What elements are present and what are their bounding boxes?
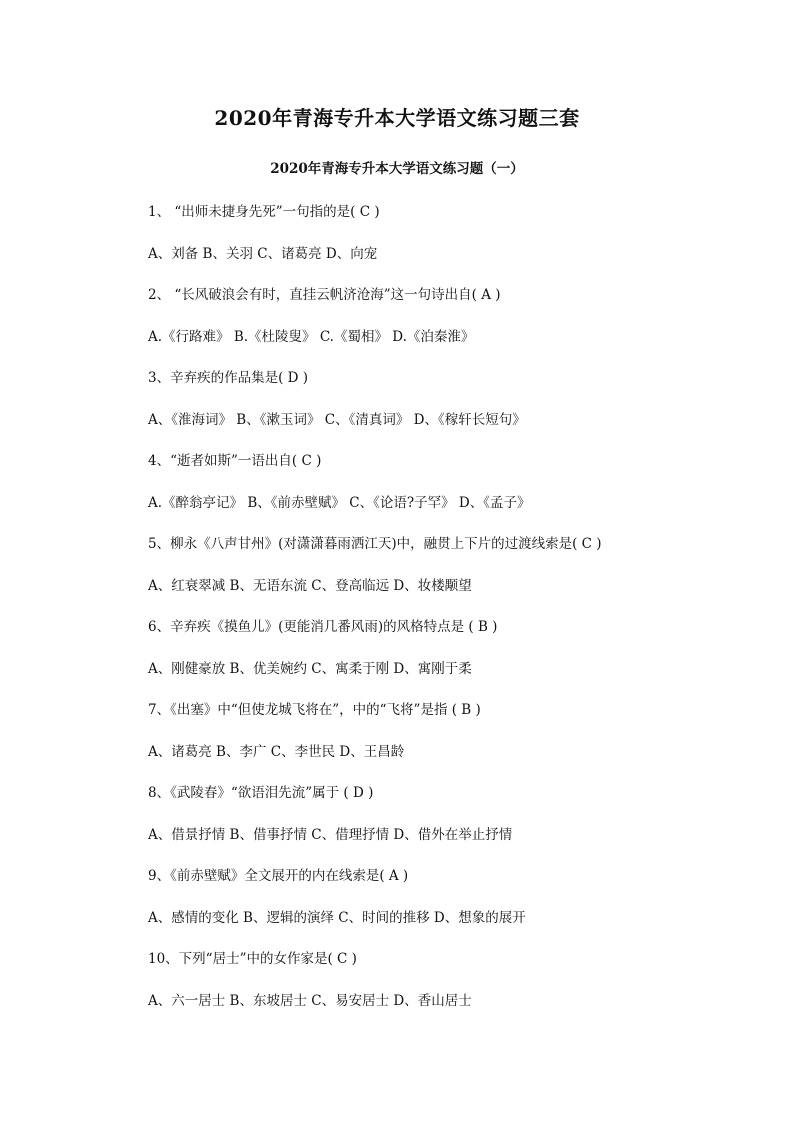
question-5-stem: 5、柳永《八声甘州》(对潇潇暮雨洒江天)中，融贯上下片的过渡线索是( C ) bbox=[148, 536, 602, 552]
document-title: 2020年青海专升本大学语文练习题三套 bbox=[214, 106, 580, 130]
section-title: 2020年青海专升本大学语文练习题（一） bbox=[270, 161, 524, 177]
question-2-stem: 2、 “长风破浪会有时，直挂云帆济沧海”这一句诗出自( A ) bbox=[148, 287, 501, 303]
question-5-options: A、红衰翠减 B、无语东流 C、登高临远 D、妆楼颙望 bbox=[148, 578, 472, 594]
question-10-stem: 10、下列“居士”中的女作家是( C ) bbox=[148, 951, 357, 967]
question-9-stem: 9、《前赤壁赋》全文展开的内在线索是( A ) bbox=[148, 868, 409, 884]
question-7-options: A、诸葛亮 B、李广 C、李世民 D、王昌龄 bbox=[148, 744, 405, 760]
question-8-options: A、借景抒情 B、借事抒情 C、借理抒情 D、借外在举止抒情 bbox=[148, 827, 513, 843]
question-8-stem: 8、《武陵春》“欲语泪先流”属于 ( D ) bbox=[148, 785, 374, 801]
question-10-options: A、六一居士 B、东坡居士 C、易安居士 D、香山居士 bbox=[148, 993, 472, 1009]
question-6-options: A、刚健豪放 B、优美婉约 C、寓柔于刚 D、寓刚于柔 bbox=[148, 661, 472, 677]
question-7-stem: 7、《出塞》中“但使龙城飞将在”，中的“飞将”是指 ( B ) bbox=[148, 702, 481, 718]
question-3-stem: 3、辛弃疾的作品集是( D ) bbox=[148, 370, 309, 386]
question-3-options: A、《淮海词》 B、《漱玉词》 C、《清真词》 D、《稼轩长短句》 bbox=[148, 412, 526, 428]
question-2-options: A.《行路难》 B.《杜陵叟》 C.《蜀相》 D.《泊秦淮》 bbox=[148, 329, 475, 345]
question-6-stem: 6、辛弃疾《摸鱼儿》(更能消几番风雨)的风格特点是 ( B ) bbox=[148, 619, 498, 635]
question-4-options: A.《醉翁亭记》 B、《前赤壁赋》 C、《论语?子罕》 D、《孟子》 bbox=[148, 495, 531, 511]
question-4-stem: 4、“逝者如斯”一语出自( C ) bbox=[148, 453, 322, 469]
question-1-options: A、刘备 B、关羽 C、诸葛亮 D、向宠 bbox=[148, 246, 378, 262]
question-9-options: A、感情的变化 B、逻辑的演绎 C、时间的推移 D、想象的展开 bbox=[148, 910, 526, 926]
question-1-stem: 1、 “出师未捷身先死”一句指的是( C ) bbox=[148, 204, 380, 220]
